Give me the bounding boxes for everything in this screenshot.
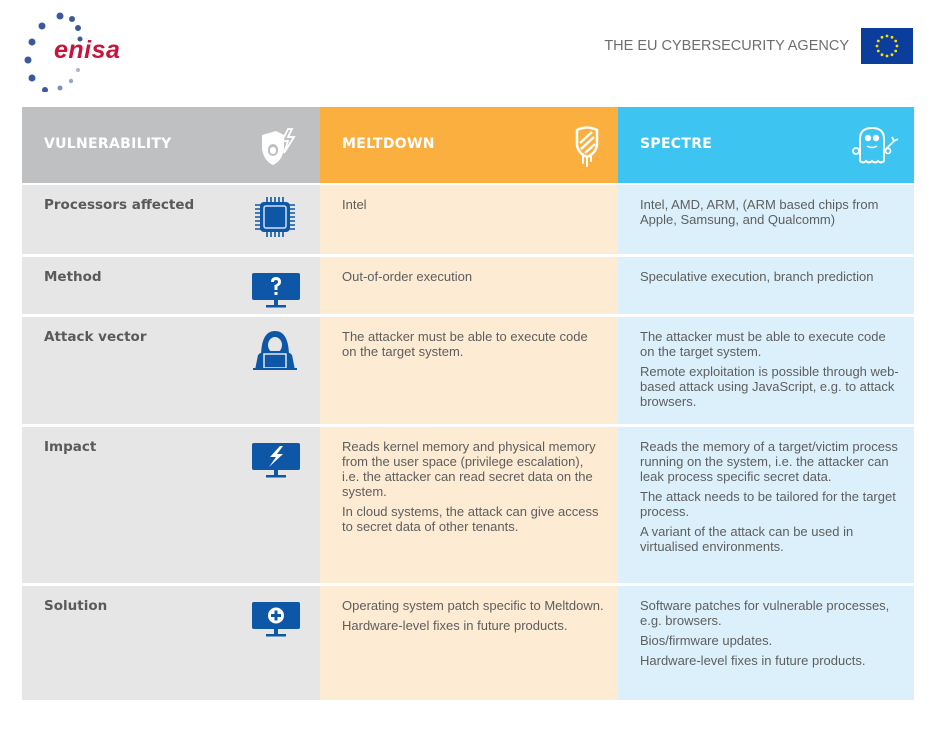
row-label-cell — [22, 427, 320, 583]
cell-text: Hardware-level fixes in future products. — [342, 618, 568, 633]
cell-text: Reads the memory of a target/victim process running on the system, i.e. the attacker can leak process specific secret data. — [640, 439, 898, 484]
cell-text: Intel, AMD, ARM, (ARM based chips from Apple, Samsung, and Qualcomm) — [640, 197, 879, 227]
cell-text: Bios/firmware updates. — [640, 633, 773, 648]
column-header-label: VULNERABILITY — [44, 136, 172, 152]
monitor-plus-icon — [250, 596, 300, 640]
row-label-cell — [22, 586, 320, 700]
cell-text: In cloud systems, the attack can give access to secret data of other tenants. — [342, 504, 599, 534]
spectre-cell — [618, 317, 914, 424]
cpu-chip-icon — [250, 195, 300, 239]
cell-text: The attack needs to be tailored for the target process. — [640, 489, 896, 519]
cell-text: Out-of-order execution — [342, 269, 473, 284]
cell-text: Speculative execution, branch prediction — [640, 269, 874, 284]
column-header-spectre — [618, 107, 914, 183]
meltdown-cell — [320, 317, 618, 424]
monitor-lightning-icon — [250, 437, 300, 481]
column-header-label: MELTDOWN — [342, 136, 435, 152]
column-header-label: SPECTRE — [640, 136, 713, 152]
agency-name: THE EU CYBERSECURITY AGENCY — [604, 38, 849, 54]
cell-text: The attacker must be able to execute code on the target system. — [342, 329, 588, 359]
spectre-cell — [618, 427, 914, 583]
column-header-vulnerability — [22, 107, 320, 183]
ghost-icon — [850, 125, 906, 167]
table-header-row — [22, 107, 914, 183]
eu-flag-icon — [861, 28, 913, 64]
cell-text: Software patches for vulnerable processes, e.g. browsers. — [640, 598, 890, 628]
page-header — [0, 0, 933, 107]
row-label: Processors affected — [44, 197, 195, 213]
table-row — [22, 427, 914, 583]
row-label-cell — [22, 317, 320, 424]
cell-text: Reads kernel memory and physical memory from the user space (privilege escalation), i.e. the attacker can read secret data on the system. — [342, 439, 596, 499]
cell-text: Operating system patch specific to Meltdown. — [342, 598, 604, 613]
column-header-meltdown — [320, 107, 618, 183]
spectre-cell — [618, 185, 914, 254]
spectre-cell — [618, 257, 914, 314]
meltdown-cell — [320, 427, 618, 583]
table-row — [22, 257, 914, 314]
spectre-cell — [618, 586, 914, 700]
table-row — [22, 586, 914, 700]
row-label: Impact — [44, 439, 97, 455]
monitor-question-icon — [250, 267, 300, 311]
shield-lightning-icon — [260, 127, 296, 167]
logo-wordmark: enisa — [54, 36, 121, 64]
row-label-cell — [22, 185, 320, 254]
cell-text: Remote exploitation is possible through web-based attack using JavaScript, e.g. to attack browsers. — [640, 364, 899, 409]
row-label: Method — [44, 269, 102, 285]
cell-text: Hardware-level fixes in future products. — [640, 653, 866, 668]
hooded-hacker-icon — [250, 327, 300, 371]
comparison-table — [22, 107, 914, 700]
cell-text: The attacker must be able to execute code on the target system. — [640, 329, 886, 359]
meltdown-cell — [320, 185, 618, 254]
row-label-cell — [22, 257, 320, 314]
row-label: Attack vector — [44, 329, 147, 345]
melting-shield-icon — [574, 125, 600, 167]
cell-text: A variant of the attack can be used in virtualised environments. — [640, 524, 854, 554]
meltdown-cell — [320, 586, 618, 700]
table-row — [22, 185, 914, 254]
cell-text: Intel — [342, 197, 367, 212]
enisa-logo — [18, 6, 128, 92]
row-label: Solution — [44, 598, 108, 614]
meltdown-cell — [320, 257, 618, 314]
table-row — [22, 317, 914, 424]
